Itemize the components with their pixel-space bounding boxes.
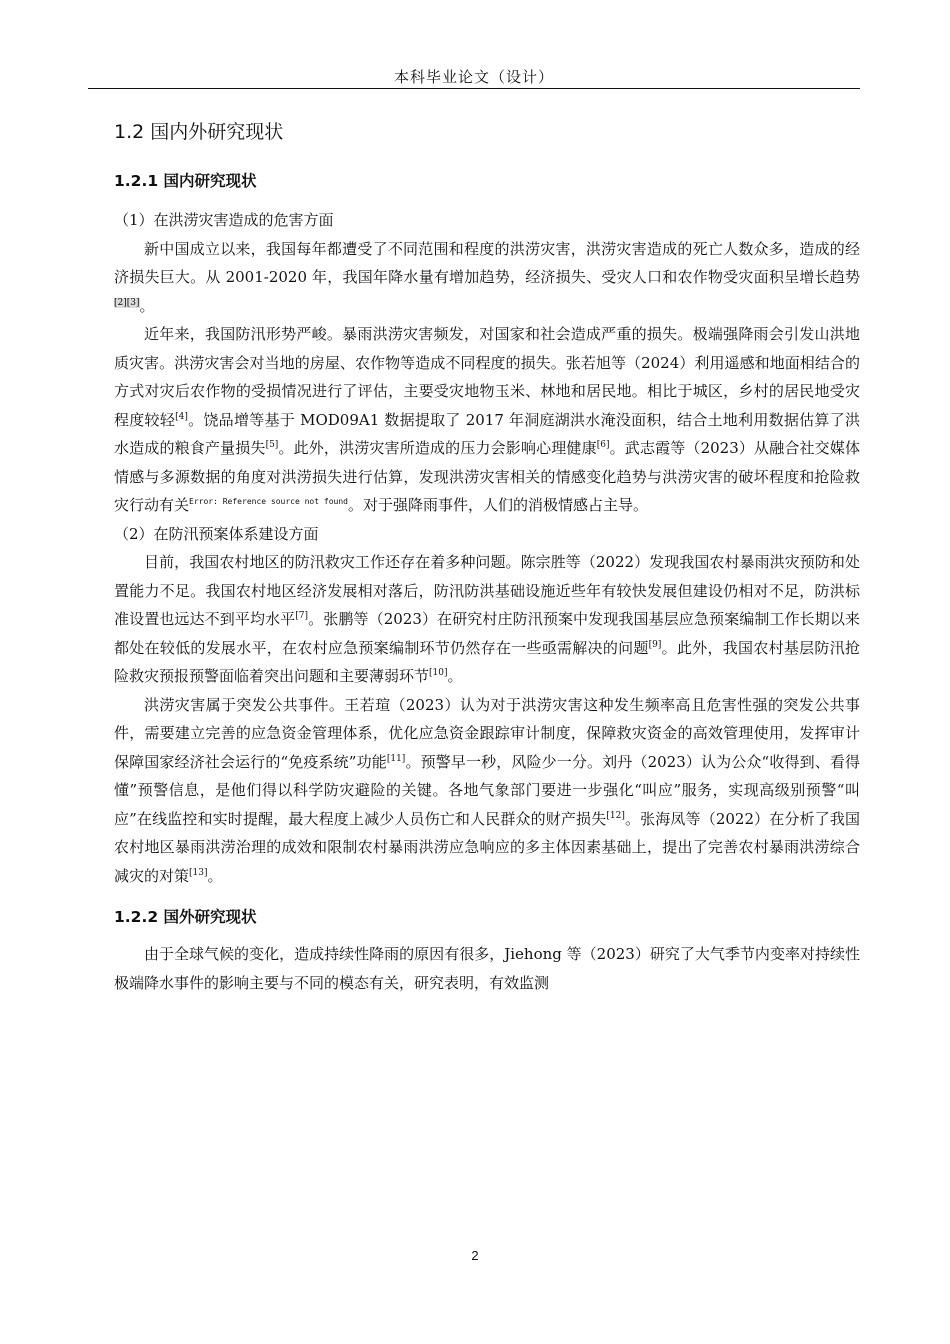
citation[interactable]: [7] [295,611,309,621]
header-rule [88,88,860,89]
citation[interactable]: [12] [606,810,625,821]
paragraph-3 [114,548,860,691]
paragraph-1-end: 。 [139,296,155,315]
sub-heading-1: （1）在洪涝灾害造成的危害方面 [114,211,334,229]
paragraph-4-text-a: 洪涝灾害属于突发公共事件。王若瑄（2023）认为对于洪涝灾害这种发生频率高且危害性强的突发公共事件，需要建立完善的应急资金管理体系，优化应急资金跟踪审计制度，保障救灾资金的高效管理使用，发挥审计保障国家经济社会运行的“免疫系统”功能 [114,695,860,771]
page-number: 2 [471,1248,479,1263]
citation[interactable]: [2][3] [114,297,140,308]
citation[interactable]: [4] [175,411,188,422]
paragraph-5-text: 由于全球气候的变化，造成持续性降雨的原因有很多，Jiehong 等（2023）研究了大气季节内变率对持续性极端降水事件的影响主要与不同的模态有关，研究表明，有效监测 [114,945,860,992]
page-content [114,116,860,997]
citation[interactable]: [10] [429,668,448,678]
citation[interactable]: [9] [648,639,662,650]
section-title: 1.2 国内外研究现状 [114,121,284,143]
subsection-title-domestic: 1.2.1 国内研究现状 [114,172,257,190]
sub-heading-2: （2）在防汛预案体系建设方面 [114,524,319,543]
paragraph-2 [114,320,860,520]
subsection-title-foreign: 1.2.2 国外研究现状 [114,908,257,926]
paragraph-3-text-a: 目前，我国农村地区的防汛救灾工作还存在着多种问题。陈宗胜等（2022）发现我国农村暴雨洪灾预防和处置能力不足。我国农村地区经济发展相对落后，防汛防洪基础设施近些年有较快发展但建设仍相对不足，防洪标准设置也远达不到平均水平 [114,553,860,628]
paragraph-1 [114,235,860,321]
citation[interactable]: [5] [265,440,279,450]
paragraph-4-text-b: 。预警早一秒，风险少一分。刘丹（2023）认为公众“收得到、看得懂”预警信息，是他们得以科学防灾避险的关键。各地气象部门要进一步强化“叫应”服务，实现高级别预警“叫应”在线监控和实时提醒，最大程度上减少人员伤亡和人民群众的财产损失 [114,752,860,828]
paragraph-2-text-e: 。对于强降雨事件，人们的消极情感占主导。 [347,496,648,514]
reference-error: Error: Reference source not found [189,497,348,506]
paragraph-4-text-c: 。张海凤等（2022）在分析了我国农村地区暴雨洪涝治理的成效和限制农村暴雨洪涝应急响应的多主体因素基础上，提出了完善农村暴雨洪涝综合减灾的对策 [114,809,861,885]
citation[interactable]: [6] [596,440,610,450]
paragraph-4 [114,691,860,891]
paragraph-2-text-b: 。饶品增等基于 MOD09A1 数据提取了 2017 年洞庭湖洪水淹没面积，结合土地利用数据估算了洪水造成的粮食产量损失 [114,410,860,457]
paragraph-2-text-a: 近年来，我国防汛形势严峻。暴雨洪涝灾害频发，对国家和社会造成严重的损失。极端强降雨会引发山洪地质灾害。洪涝灾害会对当地的房屋、农作物等造成不同程度的损失。张若旭等（2024）利用遥感和地面相结合的方式对灾后农作物的受损情况进行了评估，主要受灾地物玉米、林地和居民地。相比于城区，乡村的居民地受灾程度较轻 [114,325,860,429]
citation[interactable]: [11] [386,753,406,764]
page-header: 本科毕业论文（设计） [393,68,554,86]
paragraph-3-text-d: 。 [447,667,463,685]
paragraph-2-text-d: 。武志霞等（2023）从融合社交媒体情感与多源数据的角度对洪涝损失进行估算，发现洪涝灾害相关的情感变化趋势与洪涝灾害的破坏程度和抢险救灾行动有关 [114,439,860,514]
paragraph-1-text: 新中国成立以来，我国每年都遭受了不同范围和程度的洪涝灾害，洪涝灾害造成的死亡人数众多，造成的经济损失巨大。从 2001-2020 年，我国年降水量有增加趋势，经济损失、受灾人口和农作物受灾面积呈增长趋势 [114,239,860,286]
paragraph-3-text-b: 。张鹏等（2023）在研究村庄防汛预案中发现我国基层应急预案编制工作长期以来都处在较低的发展水平，在农村应急预案编制环节仍然存在一些亟需解决的问题 [114,610,860,657]
paragraph-4-text-d: 。 [207,866,223,885]
paragraph-2-text-c: 。此外，洪涝灾害所造成的压力会影响心理健康 [278,439,597,457]
paragraph-3-text-c: 。此外，我国农村基层防汛抢险救灾预报预警面临着突出问题和主要薄弱环节 [114,638,860,685]
citation[interactable]: [13] [189,867,208,878]
paragraph-5 [114,940,860,997]
